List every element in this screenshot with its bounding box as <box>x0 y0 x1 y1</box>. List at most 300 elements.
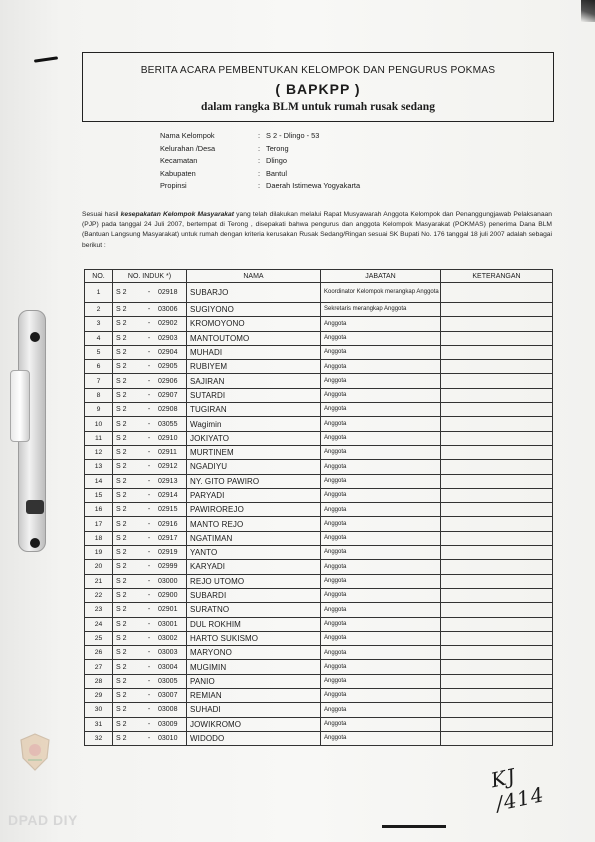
row-number: 30 <box>85 703 113 717</box>
table-row <box>85 574 553 588</box>
row-jabatan: Anggota <box>321 503 441 517</box>
paragraph-text-start: Sesuai hasil <box>82 211 121 218</box>
induk-dash: - <box>147 634 151 642</box>
row-number: 13 <box>85 460 113 474</box>
induk-prefix: S 2 <box>116 349 127 357</box>
row-jabatan: Anggota <box>321 689 441 703</box>
info-value: S 2 - Dlingo - 53 <box>266 131 320 140</box>
document-title: BERITA ACARA PEMBENTUKAN KELOMPOK DAN PENGURUS POKMAS <box>140 65 496 76</box>
row-keterangan <box>441 345 553 359</box>
induk-number: 02914 <box>158 492 178 499</box>
row-keterangan <box>441 360 553 374</box>
row-induk <box>113 345 187 359</box>
table-row <box>85 603 553 617</box>
row-number: 3 <box>85 317 113 331</box>
info-label: Propinsi <box>160 181 187 190</box>
binder-peg-top <box>30 332 40 342</box>
member-table <box>84 269 553 746</box>
row-induk <box>113 703 187 717</box>
row-nama: PANIO <box>187 674 321 688</box>
info-colon: : <box>258 181 261 190</box>
row-number: 17 <box>85 517 113 531</box>
row-induk <box>113 574 187 588</box>
row-induk <box>113 603 187 617</box>
row-nama: SUBARDI <box>187 588 321 602</box>
row-number: 28 <box>85 674 113 688</box>
row-induk <box>113 617 187 631</box>
paragraph-emphasis: kesepakatan Kelompok Masyarakat <box>120 211 234 218</box>
header-no-induk: NO. INDUK *) <box>113 270 187 283</box>
row-keterangan <box>441 460 553 474</box>
induk-dash: - <box>147 706 151 714</box>
induk-prefix: S 2 <box>116 520 127 528</box>
row-jabatan: Anggota <box>321 631 441 645</box>
row-nama: SURATNO <box>187 603 321 617</box>
row-jabatan: Anggota <box>321 445 441 459</box>
row-nama: KARYADI <box>187 560 321 574</box>
induk-number: 02910 <box>158 434 178 442</box>
row-number: 11 <box>85 431 113 445</box>
row-jabatan: Anggota <box>321 331 441 345</box>
row-jabatan: Anggota <box>321 474 441 488</box>
row-nama: NGADIYU <box>187 460 321 474</box>
induk-dash: - <box>147 334 151 342</box>
induk-number: 02919 <box>158 549 178 557</box>
induk-dash: - <box>147 649 151 657</box>
row-keterangan <box>441 531 553 545</box>
row-nama: NGATIMAN <box>187 531 321 545</box>
induk-number: 02913 <box>158 477 178 485</box>
row-keterangan <box>441 617 553 631</box>
table-row <box>85 303 553 317</box>
row-induk <box>113 388 187 402</box>
title-box <box>82 52 554 122</box>
induk-dash: - <box>147 492 151 499</box>
info-label: Nama Kelompok <box>160 131 215 140</box>
row-induk <box>113 731 187 745</box>
row-induk <box>113 317 187 331</box>
row-keterangan <box>441 588 553 602</box>
table-row <box>85 360 553 374</box>
row-nama: TUGIRAN <box>187 403 321 417</box>
row-induk <box>113 403 187 417</box>
induk-prefix: S 2 <box>116 706 127 714</box>
row-induk <box>113 631 187 645</box>
induk-dash: - <box>147 477 151 485</box>
row-nama: SUTARDI <box>187 388 321 402</box>
induk-dash: - <box>147 606 151 614</box>
row-jabatan: Anggota <box>321 617 441 631</box>
induk-prefix: S 2 <box>116 434 127 442</box>
paragraph-text-end: yang telah dilakukan melalui Rapat Musyawarah Anggota Kelompok dan Penanggungjawab Pelaksanaan (PJP) pada tanggal 24 Juli 2007, bertempat di Terong , disepakati bahwa pengurus dan anggota Kelompok Masyarakat (POKMAS) penerima Dana BLM (Bantuan Langsung Masyarakat) untuk rumah dengan kriteria kerusakan Rusak Sedang/Ringan sesuai SK Bupati No. 176 tanggal 18 juli 2007 adalah sebagai berikut : <box>82 211 552 249</box>
row-jabatan: Anggota <box>321 488 441 502</box>
induk-number: 02904 <box>158 349 178 357</box>
induk-number: 02901 <box>158 606 178 614</box>
row-induk <box>113 588 187 602</box>
induk-dash: - <box>147 620 151 628</box>
induk-number: 02912 <box>158 463 178 471</box>
induk-dash: - <box>147 449 151 457</box>
regional-seal-icon <box>18 732 52 772</box>
row-induk <box>113 474 187 488</box>
header-keterangan: KETERANGAN <box>441 270 553 283</box>
row-nama: NY. GITO PAWIRO <box>187 474 321 488</box>
table-row <box>85 660 553 674</box>
induk-number: 03055 <box>158 420 178 428</box>
row-keterangan <box>441 689 553 703</box>
row-jabatan: Anggota <box>321 560 441 574</box>
induk-prefix: S 2 <box>116 391 127 399</box>
induk-dash: - <box>147 577 151 585</box>
row-keterangan <box>441 731 553 745</box>
induk-prefix: S 2 <box>116 563 127 571</box>
induk-number: 03001 <box>158 620 178 628</box>
induk-number: 03005 <box>158 677 178 685</box>
row-number: 18 <box>85 531 113 545</box>
induk-dash: - <box>147 391 151 399</box>
row-number: 31 <box>85 717 113 731</box>
header-nama: NAMA <box>187 270 321 283</box>
row-number: 22 <box>85 588 113 602</box>
info-label: Kecamatan <box>160 156 198 165</box>
binder-peg-bottom <box>30 538 40 548</box>
row-number: 8 <box>85 388 113 402</box>
induk-dash: - <box>147 406 151 414</box>
row-jabatan: Anggota <box>321 574 441 588</box>
binder-clip <box>8 310 42 550</box>
row-number: 21 <box>85 574 113 588</box>
handwritten-note: KJ /414 <box>488 763 547 816</box>
row-induk <box>113 331 187 345</box>
row-nama: SAJIRAN <box>187 374 321 388</box>
row-nama: MUGIMIN <box>187 660 321 674</box>
row-keterangan <box>441 717 553 731</box>
row-induk <box>113 417 187 431</box>
row-keterangan <box>441 603 553 617</box>
induk-number: 02911 <box>158 449 177 457</box>
row-induk <box>113 445 187 459</box>
row-number: 1 <box>85 283 113 303</box>
induk-prefix: S 2 <box>116 506 127 514</box>
induk-number: 02900 <box>158 592 178 600</box>
induk-number: 03000 <box>158 577 178 585</box>
table-row <box>85 388 553 402</box>
archive-watermark: DPAD DIY <box>8 812 78 828</box>
row-number: 29 <box>85 689 113 703</box>
row-induk <box>113 546 187 560</box>
row-induk <box>113 283 187 303</box>
table-row <box>85 283 553 303</box>
row-induk <box>113 660 187 674</box>
induk-number: 03010 <box>158 735 178 743</box>
table-row <box>85 417 553 431</box>
row-nama: MURTINEM <box>187 445 321 459</box>
intro-paragraph <box>82 210 552 251</box>
induk-number: 03008 <box>158 706 178 714</box>
info-value: Terong <box>266 143 289 153</box>
induk-dash: - <box>147 563 151 571</box>
row-keterangan <box>441 546 553 560</box>
induk-number: 02915 <box>158 506 178 514</box>
row-jabatan: Anggota <box>321 360 441 374</box>
row-jabatan: Anggota <box>321 374 441 388</box>
row-number: 19 <box>85 546 113 560</box>
row-keterangan <box>441 474 553 488</box>
row-jabatan: Anggota <box>321 431 441 445</box>
induk-number: 02917 <box>158 534 178 542</box>
induk-number: 02918 <box>158 289 178 296</box>
row-keterangan <box>441 660 553 674</box>
row-keterangan <box>441 374 553 388</box>
table-row <box>85 374 553 388</box>
row-keterangan <box>441 417 553 431</box>
info-colon: : <box>258 143 261 153</box>
row-induk <box>113 503 187 517</box>
induk-prefix: S 2 <box>116 735 127 743</box>
induk-prefix: S 2 <box>116 592 127 600</box>
row-jabatan: Anggota <box>321 674 441 688</box>
induk-number: 03004 <box>158 663 178 671</box>
row-jabatan: Anggota <box>321 388 441 402</box>
row-nama: RUBIYEM <box>187 360 321 374</box>
induk-number: 02907 <box>158 391 178 399</box>
row-nama: JOKIYATO <box>187 431 321 445</box>
induk-number: 02906 <box>158 377 178 385</box>
induk-number: 03003 <box>158 649 178 657</box>
row-induk <box>113 360 187 374</box>
induk-prefix: S 2 <box>116 692 127 700</box>
row-nama: MARYONO <box>187 646 321 660</box>
row-keterangan <box>441 674 553 688</box>
row-induk <box>113 560 187 574</box>
row-nama: JOWIKROMO <box>187 717 321 731</box>
row-jabatan: Anggota <box>321 403 441 417</box>
row-jabatan: Anggota <box>321 603 441 617</box>
table-row <box>85 617 553 631</box>
row-number: 10 <box>85 417 113 431</box>
induk-dash: - <box>147 549 151 557</box>
row-nama: SUBARJO <box>187 283 321 303</box>
table-row <box>85 460 553 474</box>
row-keterangan <box>441 503 553 517</box>
table-row <box>85 474 553 488</box>
table-row <box>85 331 553 345</box>
row-nama: MUHADI <box>187 345 321 359</box>
table-row <box>85 445 553 459</box>
bottom-mark <box>382 825 446 828</box>
row-keterangan <box>441 431 553 445</box>
row-jabatan: Anggota <box>321 531 441 545</box>
table-row <box>85 431 553 445</box>
row-keterangan <box>441 703 553 717</box>
row-jabatan: Anggota <box>321 588 441 602</box>
induk-dash: - <box>147 306 151 314</box>
induk-dash: - <box>147 377 151 385</box>
induk-prefix: S 2 <box>116 363 127 371</box>
row-keterangan <box>441 283 553 303</box>
table-row <box>85 731 553 745</box>
induk-number: 03002 <box>158 634 178 642</box>
row-keterangan <box>441 631 553 645</box>
row-nama: PAWIROREJO <box>187 503 321 517</box>
induk-dash: - <box>147 506 151 514</box>
row-keterangan <box>441 403 553 417</box>
row-number: 4 <box>85 331 113 345</box>
row-nama: DUL ROKHIM <box>187 617 321 631</box>
row-keterangan <box>441 303 553 317</box>
row-number: 12 <box>85 445 113 459</box>
info-value: Bantul <box>266 168 287 178</box>
info-colon: : <box>258 131 261 140</box>
row-number: 7 <box>85 374 113 388</box>
induk-number: 02905 <box>158 363 178 371</box>
induk-prefix: S 2 <box>116 663 127 671</box>
induk-prefix: S 2 <box>116 606 127 614</box>
induk-dash: - <box>147 363 151 371</box>
induk-dash: - <box>147 677 151 685</box>
induk-dash: - <box>147 592 151 600</box>
table-header-row <box>85 270 553 283</box>
induk-prefix: S 2 <box>116 549 127 557</box>
row-nama: SUGIYONO <box>187 303 321 317</box>
induk-prefix: S 2 <box>116 620 127 628</box>
table-row <box>85 588 553 602</box>
induk-number: 02903 <box>158 334 178 342</box>
table-row <box>85 517 553 531</box>
row-jabatan: Anggota <box>321 703 441 717</box>
table-row <box>85 689 553 703</box>
induk-number: 03006 <box>158 306 178 314</box>
row-number: 14 <box>85 474 113 488</box>
row-jabatan: Anggota <box>321 460 441 474</box>
row-jabatan: Anggota <box>321 731 441 745</box>
induk-prefix: S 2 <box>116 634 127 642</box>
row-number: 6 <box>85 360 113 374</box>
row-jabatan: Anggota <box>321 317 441 331</box>
row-keterangan <box>441 388 553 402</box>
row-keterangan <box>441 317 553 331</box>
table-row <box>85 703 553 717</box>
induk-dash: - <box>147 349 151 357</box>
induk-prefix: S 2 <box>116 320 127 328</box>
induk-dash: - <box>147 663 151 671</box>
info-label: Kelurahan /Desa <box>160 143 216 153</box>
info-value: Dlingo <box>266 156 287 165</box>
row-jabatan: Sekretaris merangkap Anggota <box>321 303 441 317</box>
row-nama: YANTO <box>187 546 321 560</box>
row-number: 16 <box>85 503 113 517</box>
document-subtitle: dalam rangka BLM untuk rumah rusak sedang <box>201 101 435 113</box>
table-row <box>85 717 553 731</box>
row-nama: Wagimin <box>187 417 321 431</box>
row-jabatan: Anggota <box>321 660 441 674</box>
induk-dash: - <box>147 735 151 743</box>
row-number: 9 <box>85 403 113 417</box>
table-row <box>85 674 553 688</box>
induk-prefix: S 2 <box>116 720 127 728</box>
table-row <box>85 403 553 417</box>
row-induk <box>113 460 187 474</box>
table-row <box>85 646 553 660</box>
row-induk <box>113 374 187 388</box>
table-row <box>85 488 553 502</box>
induk-dash: - <box>147 289 151 296</box>
table-row <box>85 503 553 517</box>
induk-prefix: S 2 <box>116 649 127 657</box>
row-keterangan <box>441 331 553 345</box>
row-number: 24 <box>85 617 113 631</box>
row-number: 27 <box>85 660 113 674</box>
induk-dash: - <box>147 534 151 542</box>
info-label: Kabupaten <box>160 168 196 178</box>
induk-prefix: S 2 <box>116 534 127 542</box>
induk-prefix: S 2 <box>116 334 127 342</box>
row-induk <box>113 646 187 660</box>
row-nama: PARYADI <box>187 488 321 502</box>
row-induk <box>113 303 187 317</box>
info-value: Daerah Istimewa Yogyakarta <box>266 181 361 190</box>
table-row <box>85 531 553 545</box>
header-no: NO. <box>85 270 113 283</box>
row-keterangan <box>441 488 553 502</box>
row-nama: MANTOUTOMO <box>187 331 321 345</box>
row-induk <box>113 689 187 703</box>
row-jabatan: Anggota <box>321 345 441 359</box>
row-nama: HARTO SUKISMO <box>187 631 321 645</box>
induk-prefix: S 2 <box>116 377 127 385</box>
induk-dash: - <box>147 320 151 328</box>
row-keterangan <box>441 560 553 574</box>
induk-prefix: S 2 <box>116 306 127 314</box>
row-induk <box>113 431 187 445</box>
table-row <box>85 345 553 359</box>
table-row <box>85 631 553 645</box>
induk-dash: - <box>147 692 151 700</box>
header-jabatan: JABATAN <box>321 270 441 283</box>
scan-corner-shadow <box>581 0 595 22</box>
table-row <box>85 560 553 574</box>
row-number: 23 <box>85 603 113 617</box>
row-nama: REJO UTOMO <box>187 574 321 588</box>
row-keterangan <box>441 445 553 459</box>
row-jabatan: Anggota <box>321 646 441 660</box>
row-nama: MANTO REJO <box>187 517 321 531</box>
row-number: 20 <box>85 560 113 574</box>
row-nama: KROMOYONO <box>187 317 321 331</box>
induk-prefix: S 2 <box>116 477 127 485</box>
document-abbreviation: ( BAPKPP ) <box>275 81 361 97</box>
row-number: 32 <box>85 731 113 745</box>
induk-dash: - <box>147 520 151 528</box>
induk-prefix: S 2 <box>116 406 127 414</box>
induk-prefix: S 2 <box>116 577 127 585</box>
induk-number: 02999 <box>158 563 178 571</box>
induk-dash: - <box>147 420 151 428</box>
row-nama: REMIAN <box>187 689 321 703</box>
induk-prefix: S 2 <box>116 289 127 296</box>
row-jabatan: Anggota <box>321 546 441 560</box>
row-nama: WIDODO <box>187 731 321 745</box>
induk-number: 03009 <box>158 720 178 728</box>
row-number: 26 <box>85 646 113 660</box>
row-keterangan <box>441 646 553 660</box>
induk-dash: - <box>147 434 151 442</box>
table-row <box>85 317 553 331</box>
row-nama: SUHADI <box>187 703 321 717</box>
row-jabatan: Anggota <box>321 417 441 431</box>
induk-prefix: S 2 <box>116 420 127 428</box>
row-jabatan: Koordinator Kelompok merangkap Anggota <box>321 283 441 303</box>
